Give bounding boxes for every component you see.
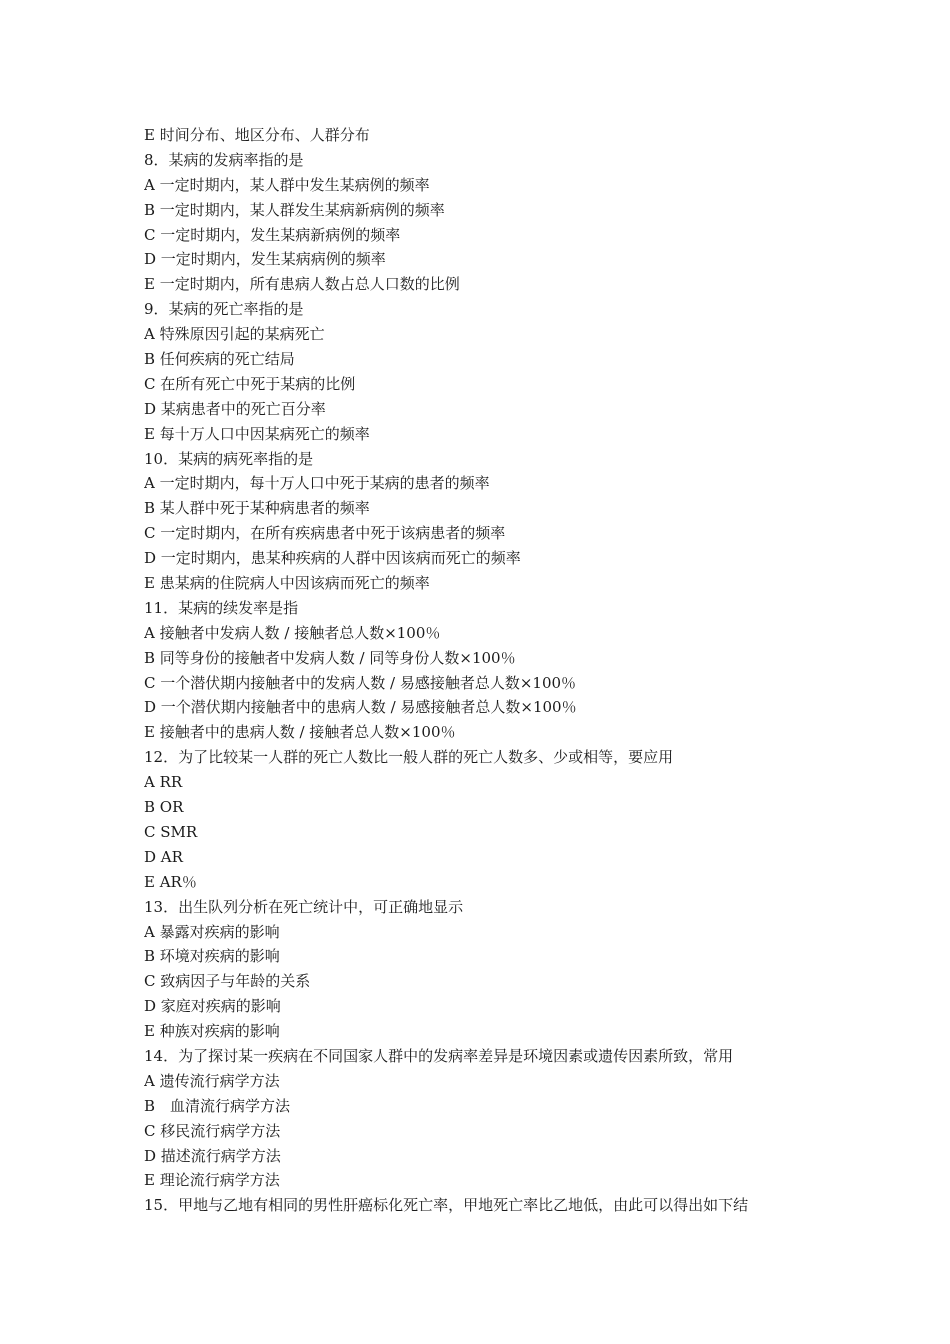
text-line: D 一个潜伏期内接触者中的患病人数 / 易感接触者总人数×100％ <box>144 698 577 717</box>
text-line: D 描述流行病学方法 <box>144 1146 281 1165</box>
text-line: A 特殊原因引起的某病死亡 <box>144 325 325 344</box>
text-line: E 理论流行病学方法 <box>144 1171 280 1190</box>
text-line: E AR％ <box>144 872 197 891</box>
text-line: 8．某病的发病率指的是 <box>144 150 304 169</box>
text-line: E 患某病的住院病人中因该病而死亡的频率 <box>144 574 430 593</box>
text-line: A 暴露对疾病的影响 <box>144 922 280 941</box>
text-line: C 一个潜伏期内接触者中的发病人数 / 易感接触者总人数×100％ <box>144 673 577 692</box>
text-line: E 种族对疾病的影响 <box>144 1022 280 1041</box>
text-line: 13．出生队列分析在死亡统计中，可正确地显示 <box>144 897 464 916</box>
text-line: D AR <box>144 847 183 866</box>
text-line: 14．为了探讨某一疾病在不同国家人群中的发病率差异是环境因素或遗传因素所致，常用 <box>144 1046 734 1065</box>
text-line: B 某人群中死于某种病患者的频率 <box>144 499 370 518</box>
text-line: 9．某病的死亡率指的是 <box>144 300 304 319</box>
text-line: A 遗传流行病学方法 <box>144 1071 280 1090</box>
text-line: C 在所有死亡中死于某病的比例 <box>144 374 356 393</box>
text-line: 11．某病的续发率是指 <box>144 598 299 617</box>
text-line: 15．甲地与乙地有相同的男性肝癌标化死亡率，甲地死亡率比乙地低，由此可以得出如下结 <box>144 1196 749 1215</box>
document-body <box>144 123 844 1218</box>
text-line: C 移民流行病学方法 <box>144 1121 281 1140</box>
text-line: A 一定时期内，某人群中发生某病例的频率 <box>144 175 430 194</box>
text-line: A 一定时期内，每十万人口中死于某病的患者的频率 <box>144 474 490 493</box>
text-line: B 一定时期内，某人群发生某病新病例的频率 <box>144 200 445 219</box>
text-line: A RR <box>144 773 183 792</box>
text-line: E 每十万人口中因某病死亡的频率 <box>144 424 370 443</box>
text-line: 12．为了比较某一人群的死亡人数比一般人群的死亡人数多、少或相等，要应用 <box>144 748 674 767</box>
text-line: D 某病患者中的死亡百分率 <box>144 399 326 418</box>
text-line: D 一定时期内，发生某病病例的频率 <box>144 250 386 269</box>
text-line: C 一定时期内，在所有疾病患者中死于该病患者的频率 <box>144 524 506 543</box>
text-line: C SMR <box>144 822 198 841</box>
text-line: B 环境对疾病的影响 <box>144 947 280 966</box>
text-line: B OR <box>144 798 184 817</box>
text-line: C 一定时期内，发生某病新病例的频率 <box>144 225 401 244</box>
text-line: B 任何疾病的死亡结局 <box>144 350 295 369</box>
text-line: D 一定时期内，患某种疾病的人群中因该病而死亡的频率 <box>144 549 521 568</box>
text-line: E 接触者中的患病人数 / 接触者总人数×100％ <box>144 723 456 742</box>
text-line: C 致病因子与年龄的关系 <box>144 972 311 991</box>
text-line: A 接触者中发病人数 / 接触者总人数×100％ <box>144 623 441 642</box>
text-line: E 时间分布、地区分布、人群分布 <box>144 126 370 144</box>
text-line: 10．某病的病死率指的是 <box>144 449 314 468</box>
text-line: B 同等身份的接触者中发病人数 / 同等身份人数×100％ <box>144 648 516 667</box>
text-line: E 一定时期内，所有患病人数占总人口数的比例 <box>144 275 460 294</box>
text-line: B 血清流行病学方法 <box>144 1096 291 1115</box>
text-line: D 家庭对疾病的影响 <box>144 997 281 1016</box>
